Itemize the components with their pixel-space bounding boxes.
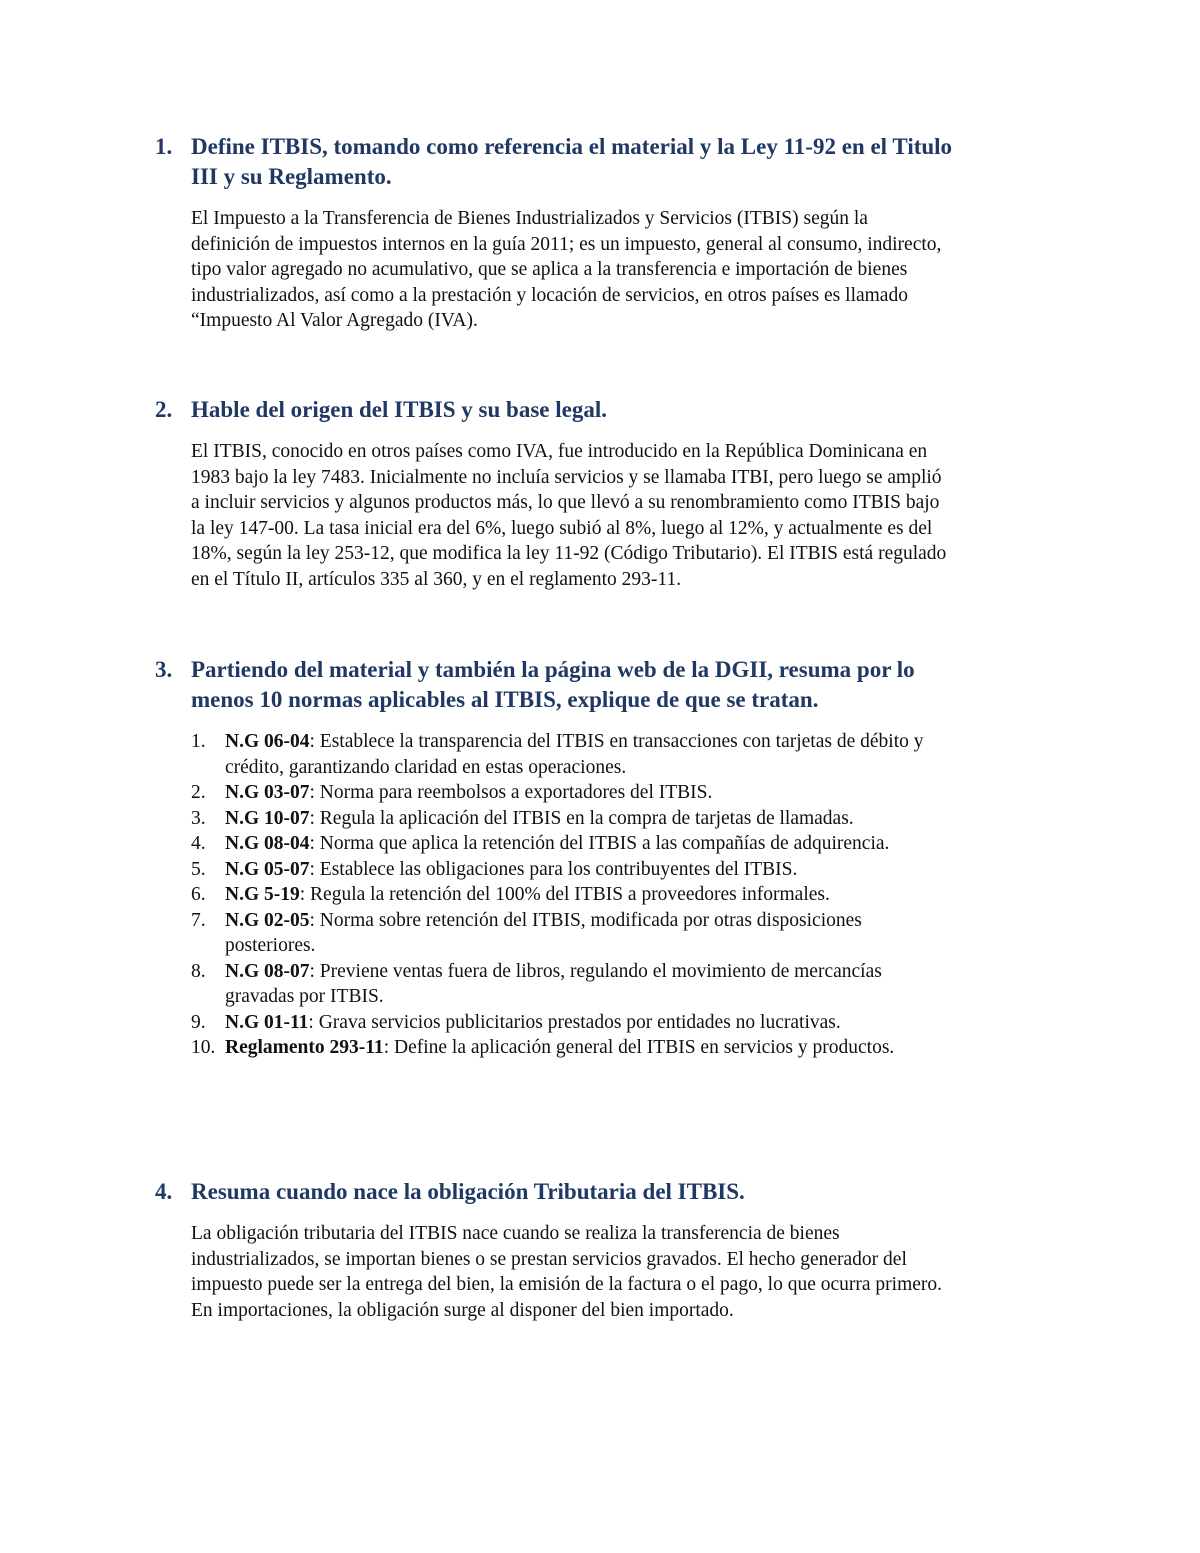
norm-number: 3.: [191, 807, 206, 829]
norm-item: [191, 729, 951, 780]
norm-body: [225, 780, 951, 806]
norm-body: [225, 908, 951, 959]
norm-code: Reglamento 293-11: [225, 1037, 384, 1058]
question-2-number: 2.: [155, 397, 173, 422]
question-2-section: [155, 395, 955, 592]
question-1-title: Define ITBIS, tomando como referencia el material y la Ley 11-92 en el Titulo III y su Reglamento.: [191, 134, 953, 189]
norm-description: : Establece las obligaciones para los contribuyentes del ITBIS.: [309, 858, 798, 880]
question-4-heading: [155, 1177, 955, 1207]
norm-number: 5.: [191, 858, 206, 880]
norm-item: [191, 1010, 951, 1036]
norm-item: [191, 882, 951, 908]
norm-description: : Regula la aplicación del ITBIS en la compra de tarjetas de llamadas.: [309, 807, 854, 829]
norm-code: N.G 08-04: [225, 833, 310, 854]
question-1-answer: El Impuesto a la Transferencia de Bienes Industrializados y Servicios (ITBIS) según la definición de impuestos internos en la guía 2011; es un impuesto, general al consumo, indirecto, tipo valor agregado no acumulativo, que se aplica a la transferencia e importación de bienes industrializados, así como a la prestación y locación de servicios, en otros países es llamado “Impuesto Al Valor Agregado (IVA).: [191, 208, 942, 331]
norm-description: : Establece la transparencia del ITBIS en transacciones con tarjetas de débito y crédito, garantizando claridad en estas operaciones.: [225, 731, 924, 778]
question-3-heading: [155, 655, 955, 715]
question-2-heading: [155, 395, 955, 425]
norm-description: : Grava servicios publicitarios prestados por entidades no lucrativas.: [308, 1011, 841, 1033]
norm-number: 10.: [191, 1037, 216, 1058]
norm-body: [225, 857, 951, 883]
norm-body: [225, 806, 951, 832]
question-3-title: Partiendo del material y también la página web de la DGII, resuma por lo menos 10 normas aplicables al ITBIS, explique de que se tratan.: [191, 657, 915, 712]
question-4-title: Resuma cuando nace la obligación Tributaria del ITBIS.: [191, 1179, 745, 1204]
norm-body: [225, 1010, 951, 1036]
question-1-section: [155, 132, 955, 334]
norms-list: [191, 729, 951, 1061]
question-4-answer: La obligación tributaria del ITBIS nace cuando se realiza la transferencia de bienes industrializados, se importan bienes o se prestan servicios gravados. El hecho generador del impuesto puede ser la entrega del bien, la emisión de la factura o el pago, lo que ocurra primero. En importaciones, la obligación surge al disponer del bien importado.: [191, 1223, 943, 1321]
norm-number: 7.: [191, 909, 206, 931]
norm-description: : Define la aplicación general del ITBIS en servicios y productos.: [383, 1037, 895, 1058]
question-2-title: Hable del origen del ITBIS y su base legal.: [191, 397, 607, 422]
norm-body: [225, 882, 951, 908]
norm-code: N.G 01-11: [225, 1011, 309, 1033]
norm-code: N.G 03-07: [225, 782, 310, 803]
norm-number: 9.: [191, 1011, 206, 1033]
norm-description: : Norma que aplica la retención del ITBIS a las compañías de adquirencia.: [309, 833, 890, 854]
norm-code: N.G 05-07: [225, 858, 310, 880]
norm-code: N.G 02-05: [225, 909, 310, 931]
norm-description: : Regula la retención del 100% del ITBIS a proveedores informales.: [299, 884, 830, 905]
question-2-answer: El ITBIS, conocido en otros países como IVA, fue introducido en la República Dominicana en 1983 bajo la ley 7483. Inicialmente no incluía servicios y se llamaba ITBI, pero luego se amplió a incluir servicios y algunos productos más, lo que llevó a su renombramiento como ITBIS bajo la ley 147-00. La tasa inicial era del 6%, luego subió al 8%, luego al 12%, y actualmente es del 18%, según la ley 253-12, que modifica la ley 11-92 (Código Tributario). El ITBIS está regulado en el Título II, artículos 335 al 360, y en el reglamento 293-11.: [191, 441, 947, 590]
norm-description: : Norma para reembolsos a exportadores del ITBIS.: [309, 782, 713, 803]
norm-body: [225, 1035, 951, 1061]
norm-item: [191, 857, 951, 883]
question-4-section: [155, 1177, 955, 1323]
norm-item: [191, 959, 951, 1010]
norm-item: [191, 806, 951, 832]
norm-item: [191, 1035, 951, 1061]
question-3-number: 3.: [155, 657, 173, 682]
norm-number: 6.: [191, 884, 206, 905]
norm-number: 2.: [191, 782, 206, 803]
question-3-section: [155, 655, 955, 1061]
norm-body: [225, 729, 951, 780]
question-1-number: 1.: [155, 134, 173, 159]
norm-number: 8.: [191, 960, 206, 982]
norm-code: N.G 10-07: [225, 807, 310, 829]
norm-item: [191, 908, 951, 959]
question-4-number: 4.: [155, 1179, 173, 1204]
norm-code: N.G 08-07: [225, 960, 310, 982]
norm-number: 4.: [191, 833, 206, 854]
norm-item: [191, 831, 951, 857]
norm-number: 1.: [191, 731, 206, 752]
norm-code: N.G 06-04: [225, 731, 310, 752]
norm-code: N.G 5-19: [225, 884, 300, 905]
question-1-heading: [155, 132, 955, 192]
norm-description: : Previene ventas fuera de libros, regulando el movimiento de mercancías gravadas por ITBIS.: [225, 960, 882, 1007]
norm-item: [191, 780, 951, 806]
norm-body: [225, 831, 951, 857]
norm-body: [225, 959, 951, 1010]
norm-description: : Norma sobre retención del ITBIS, modificada por otras disposiciones posteriores.: [225, 909, 862, 956]
